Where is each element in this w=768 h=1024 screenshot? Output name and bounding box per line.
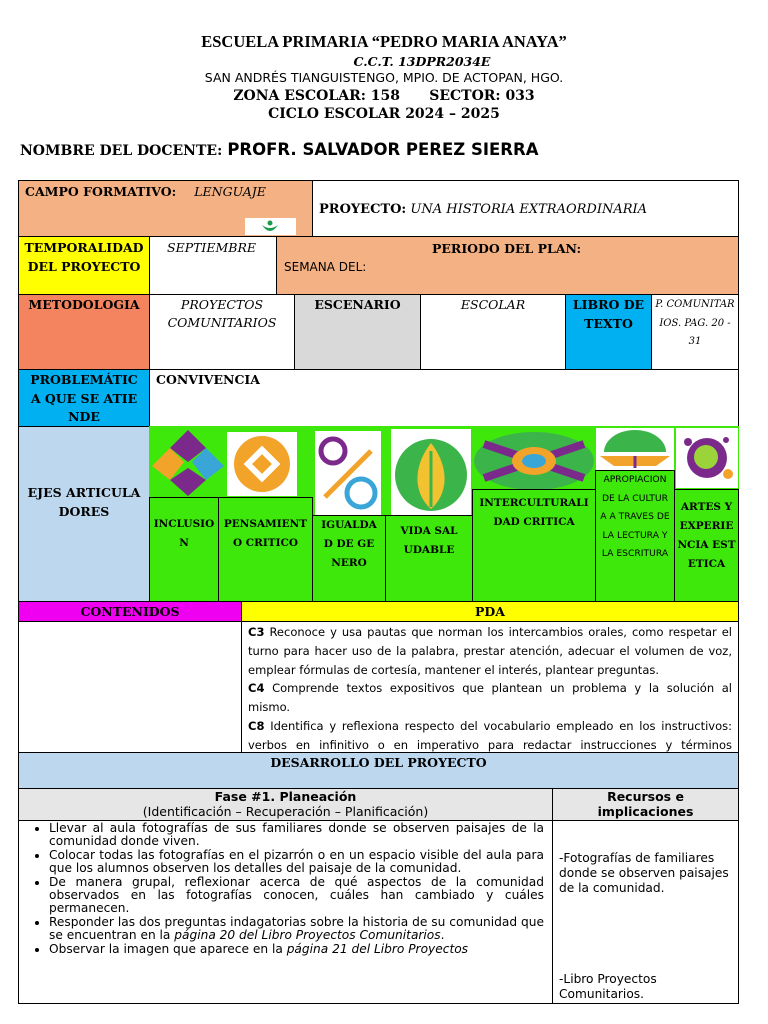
resource-item: -Libro Proyectos Comunitarios.	[559, 972, 657, 1001]
desarrollo-label: DESARROLLO DEL PROYECTO	[18, 752, 739, 789]
eje-interculturalidad-label: INTERCULTURALIDAD CRITICA	[472, 489, 596, 602]
activity-text-italic: página 21 del Libro Proyectos	[286, 941, 469, 956]
arts-icon	[676, 428, 738, 488]
school-cycle: CICLO ESCOLAR 2024 – 2025	[268, 106, 500, 122]
zone-sector: ZONA ESCOLAR: 158 SECTOR: 033	[233, 88, 535, 104]
campo-formativo-label: CAMPO FORMATIVO:	[25, 184, 177, 199]
pda-text: Comprende textos expositivos que plantean un problema y la solución al mismo.	[248, 681, 732, 715]
campo-formativo-value: LENGUAJE	[194, 184, 266, 199]
teacher-name: PROFR. SALVADOR PEREZ SIERRA	[227, 140, 539, 159]
activity-item: • De manera grupal, reflexionar acerca de qué aspectos de la comunidad observados en las fotografías conocen, cuáles han cambiado y cuáles permanecen.	[49, 876, 544, 916]
activity-item	[49, 916, 544, 943]
pda-code: C8	[248, 718, 265, 733]
activity-text: Observar la imagen que aparece en la	[49, 941, 287, 956]
school-location: SAN ANDRÉS TIANGUISTENGO, MPIO. DE ACTOPAN, HGO.	[204, 70, 564, 85]
pda-text: Identifica y reflexiona respecto del vocabulario empleado en los instructivos: verbos en infinitivo o en imperativo para redactar instrucciones y términos	[248, 718, 733, 752]
pda-code: C3	[248, 625, 265, 639]
resource-item: -Fotografías de familiares donde se observen paisajes de la comunidad.	[559, 851, 729, 895]
healthy-life-icon	[391, 429, 471, 517]
contenidos-body	[18, 621, 242, 753]
contenidos-label: CONTENIDOS	[18, 601, 242, 622]
leaf-logo-icon	[245, 218, 296, 235]
escenario-label: ESCENARIO	[294, 294, 421, 370]
activity-item	[49, 943, 544, 956]
activity-item: • Llevar al aula fotografías de sus familiares donde se observen paisajes de la comunidad donde viven.	[49, 822, 544, 849]
eje-apropiacion-label: APROPIACION DE LA CULTURA A TRAVES DE LA LECTURA Y LA ESCRITURA	[595, 470, 675, 602]
pda-item-c8	[248, 717, 732, 753]
campo-formativo-cell	[18, 180, 313, 237]
eje-vida-label: VIDA SALUDABLE	[385, 515, 473, 602]
periodo-label: PERIODO DEL PLAN:	[432, 241, 582, 256]
activity-item: • Colocar todas las fotografías en el pizarrón o en un espacio visible del aula para que los alumnos observen los detalles del paisaje de la comunidad.	[49, 849, 544, 876]
fase1-header	[18, 788, 553, 821]
escenario-value: ESCOLAR	[420, 294, 566, 370]
pda-item-c3	[248, 623, 732, 679]
proyecto-value: UNA HISTORIA EXTRAORDINARIA	[410, 202, 648, 217]
periodo-cell	[276, 236, 739, 295]
eje-pensamiento-label: PENSAMIENTO CRITICO	[218, 497, 313, 602]
ejes-label: EJES ARTICULADORES	[18, 426, 150, 602]
gender-equality-icon	[315, 431, 381, 517]
teacher-line	[20, 140, 538, 159]
eje-inclusion-label: INCLUSION	[149, 497, 219, 602]
fase1-subtitle: (Identificación – Recuperación – Planificación)	[142, 804, 429, 819]
temporalidad-value: SEPTIEMBRE	[149, 236, 277, 295]
campo-logo	[245, 218, 296, 235]
problematica-label: PROBLEMÁTICA QUE SE ATIENDE	[18, 369, 150, 427]
semana-label: SEMANA DEL:	[284, 260, 367, 274]
activity-list	[19, 822, 544, 956]
pda-text: Reconoce y usa pautas que norman los intercambios orales, como respetar el turno para hacer uso de la palabra, prestar atención, adecuar el volumen de voz, emplear fórmulas de cortesía, mantener el interés, plantear preguntas.	[248, 625, 732, 677]
activity-text: Responder las dos preguntas indagatorias sobre la historia de su comunidad que se encuentran en la	[49, 914, 544, 943]
activity-text: .	[440, 928, 445, 943]
activity-text-italic: página 20 del Libro Proyectos Comunitarios	[174, 928, 441, 943]
libro-texto-label: LIBRO DE TEXTO	[565, 294, 652, 370]
cct-code: C.C.T. 13DPR2034E	[353, 54, 491, 69]
proyecto-label: PROYECTO:	[319, 202, 407, 217]
metodologia-value: PROYECTOS COMUNITARIOS	[149, 294, 295, 370]
recursos-label: Recursos e implicaciones	[552, 788, 739, 821]
critical-thinking-icon	[227, 432, 297, 496]
eje-artes-label: ARTES Y EXPERIENCIA ESTETICA	[674, 489, 739, 602]
metodologia-label: METODOLOGIA	[18, 294, 150, 370]
teacher-label: NOMBRE DEL DOCENTE:	[20, 143, 223, 159]
fase1-title: Fase #1. Planeación	[214, 789, 357, 804]
inclusion-icon	[150, 428, 226, 498]
pda-label: PDA	[241, 601, 739, 622]
pda-code: C4	[248, 681, 265, 696]
interculturality-icon	[472, 430, 596, 492]
school-name: ESCUELA PRIMARIA “PEDRO MARIA ANAYA”	[201, 32, 567, 51]
problematica-value: CONVIVENCIA	[149, 369, 739, 427]
proyecto-cell	[312, 180, 739, 237]
eje-igualdad-label: IGUALDAD DE GENERO	[312, 515, 386, 602]
temporalidad-label: TEMPORALIDAD DEL PROYECTO	[18, 236, 150, 295]
fase1-resources	[552, 820, 739, 1004]
reading-writing-icon	[596, 428, 674, 470]
pda-item-c4	[248, 679, 732, 717]
pda-body	[241, 621, 739, 753]
fase1-activities	[18, 820, 553, 1004]
libro-texto-value: P. COMUNITARIOS. PAG. 20 - 31	[651, 294, 739, 370]
